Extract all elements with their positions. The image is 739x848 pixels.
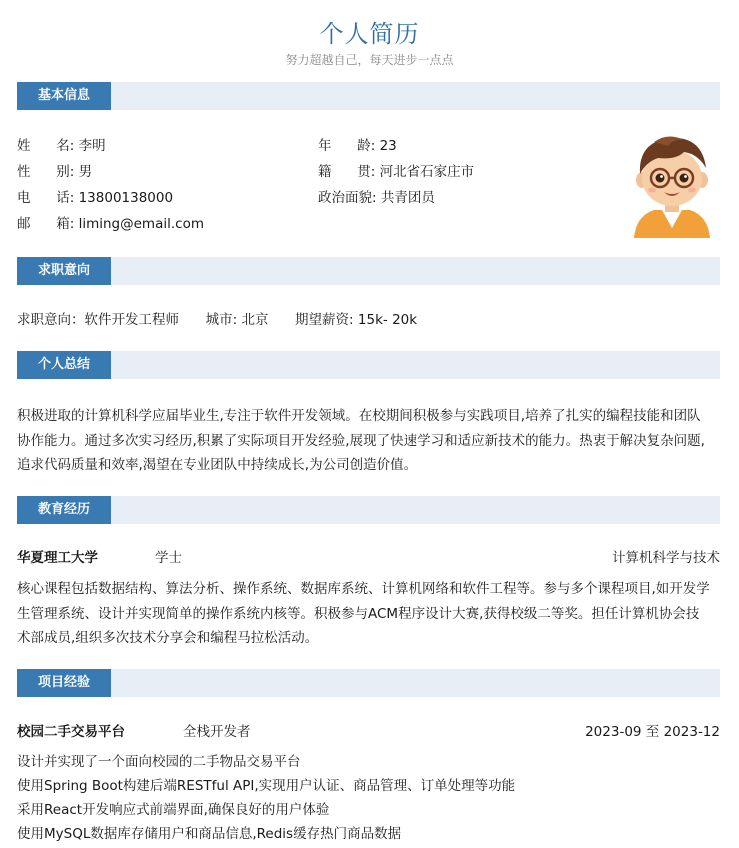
project-name: 校园二手交易平台	[17, 724, 125, 740]
email-label: 邮 箱:	[17, 216, 75, 232]
education-school: 华夏理工大学	[17, 550, 98, 566]
project-item: 设计并实现了一个面向校园的二手物品交易平台	[17, 754, 301, 770]
education-line: 生管理系统、设计并实现简单的操作系统内核等。积极参与ACM程序设计大赛,获得校级二等奖。担任计算机协会技	[17, 605, 700, 622]
section-title: 个人总结	[17, 351, 111, 379]
phone-row	[17, 188, 173, 208]
page-subtitle: 努力超越自己，每天进步一点点	[285, 53, 454, 67]
section-title: 基本信息	[17, 82, 111, 110]
section-title: 教育经历	[17, 496, 111, 524]
section-header-basic	[17, 82, 720, 110]
project-item: 采用React开发响应式前端界面,确保良好的用户体验	[17, 802, 330, 818]
intent-city: 北京	[241, 312, 269, 328]
section-header-intent	[17, 257, 720, 285]
hometown-label: 籍 贯:	[318, 164, 376, 180]
intent-row	[17, 310, 417, 330]
age-label: 年 龄:	[318, 138, 376, 154]
phone-value: 13800138000	[78, 190, 174, 206]
gender-row	[17, 162, 92, 182]
hometown-value: 河北省石家庄市	[379, 164, 475, 180]
education-line: 核心课程包括数据结构、算法分析、操作系统、数据库系统、计算机网络和软件工程等。参与多个课程项目,如开发学	[17, 581, 710, 597]
name-value: 李明	[78, 138, 106, 154]
education-description	[17, 577, 720, 651]
gender-label: 性 别:	[17, 164, 75, 180]
phone-label: 电 话:	[17, 190, 75, 206]
section-header-projects	[17, 669, 720, 697]
project-role: 全栈开发者	[183, 724, 251, 740]
intent-position-label: 求职意向：	[17, 312, 85, 328]
project-item: 使用MySQL数据库存储用户和商品信息,Redis缓存热门商品数据	[17, 826, 402, 842]
hometown-row	[318, 162, 474, 182]
project-period: 2023-09 至 2023-12	[585, 724, 720, 740]
section-title: 项目经验	[17, 669, 111, 697]
project-items	[17, 750, 720, 846]
section-header-education	[17, 496, 720, 524]
education-major: 计算机科学与技术	[612, 550, 720, 566]
education-line: 术部成员,组织多次技术分享会和编程马拉松活动。	[17, 630, 319, 646]
political-row	[318, 188, 435, 208]
intent-salary-label: 期望薪资:	[295, 312, 354, 328]
age-value: 23	[379, 138, 397, 154]
name-label: 姓 名:	[17, 138, 75, 154]
age-row	[318, 136, 397, 156]
summary-line: 追求代码质量和效率,渴望在专业团队中持续成长,为公司创造价值。	[17, 457, 418, 473]
intent-salary: 15k- 20k	[357, 312, 418, 328]
gender-value: 男	[78, 164, 93, 180]
page-title: 个人简历	[319, 20, 420, 48]
email-value: liming@email.com	[78, 216, 204, 232]
name-row	[17, 136, 106, 156]
summary-line: 积极进取的计算机科学应届毕业生,专注于软件开发领域。在校期间积极参与实践项目,培养了扎实的编程技能和团队	[17, 408, 701, 424]
political-label: 政治面貌:	[318, 190, 377, 206]
summary-line: 协作能力。通过多次实习经历,积累了实际项目开发经验,展现了快速学习和适应新技术的能力。热衷于解决复杂问题,	[17, 432, 705, 449]
section-title: 求职意向	[17, 257, 111, 285]
political-value: 共青团员	[380, 190, 435, 206]
intent-position: 软件开发工程师	[84, 312, 179, 328]
email-row	[17, 214, 204, 234]
avatar	[624, 128, 720, 238]
summary-text	[17, 404, 720, 478]
section-header-summary	[17, 351, 720, 379]
education-degree: 学士	[155, 550, 182, 566]
intent-city-label: 城市:	[205, 312, 238, 328]
project-item: 使用Spring Boot构建后端RESTful API,实现用户认证、商品管理、订单处理等功能	[17, 778, 516, 794]
